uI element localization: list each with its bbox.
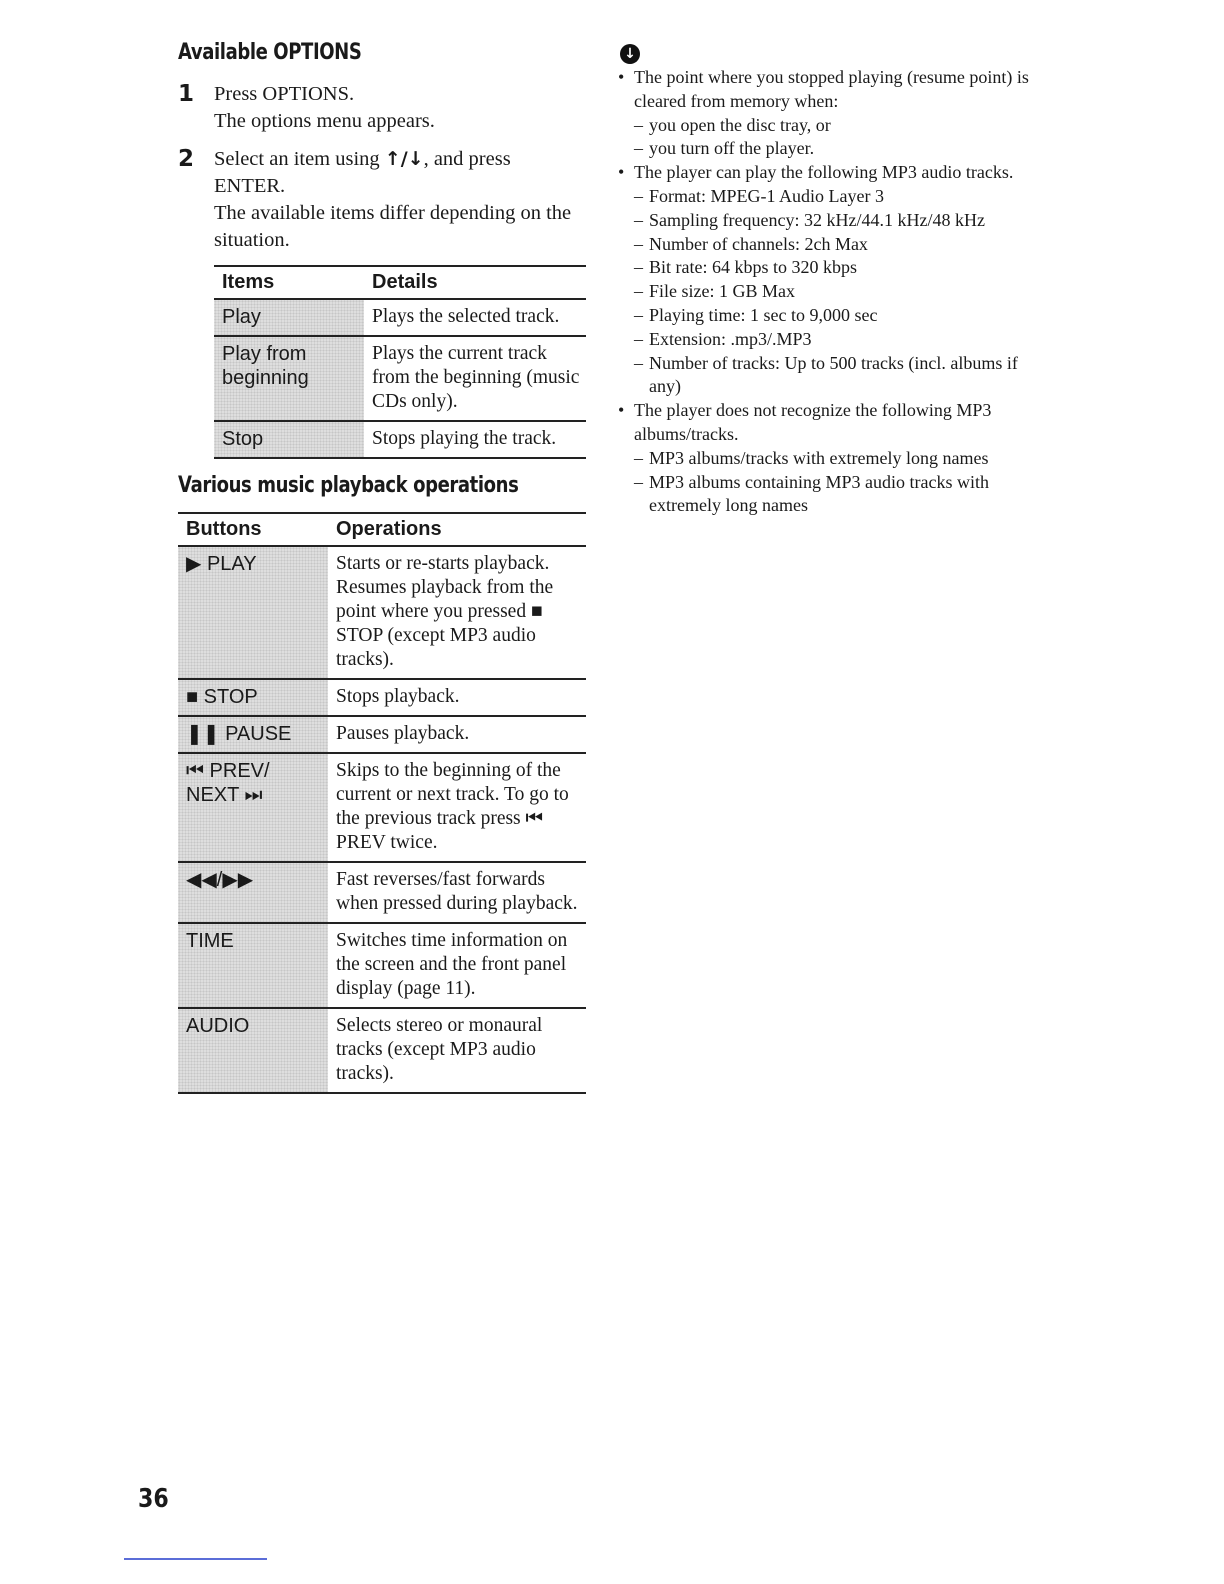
sub-item: – MP3 albums containing MP3 audio tracks with extremely long names (634, 471, 1038, 519)
sub-item: – Bit rate: 64 kbps to 320 kbps (634, 256, 1038, 280)
left-column (178, 40, 586, 1094)
sub-item: – Extension: .mp3/.MP3 (634, 328, 1038, 352)
step-result: The options menu appears. (214, 110, 435, 132)
page-number: 36 (138, 1484, 169, 1514)
sub-item: – Playing time: 1 sec to 9,000 sec (634, 304, 1038, 328)
bottom-rule (124, 1558, 267, 1560)
table-row (214, 336, 586, 421)
item-name: Stop (214, 421, 364, 458)
step-instruction: Press OPTIONS. (214, 83, 355, 105)
step-1 (178, 81, 586, 135)
item-detail: Stops playing the track. (364, 421, 586, 458)
table-row (178, 1008, 586, 1093)
step-number: 1 (178, 81, 195, 107)
sub-item: – Format: MPEG-1 Audio Layer 3 (634, 185, 1038, 209)
column-header: Details (364, 266, 586, 299)
note-item: • The player can play the following MP3 audio tracks. – Format: MPEG-1 Audio Layer 3 – Sampling frequency: 32 kHz/44.1 kHz/48 kHz – Number of channels: 2ch Max – Bit rate: 64 kbps to 320 kbps – File size: 1 GB Max – Playing time: 1 sec to 9,000 sec – Extension: .mp3/.MP3 – Number of tracks: Up to 500 tracks (incl. albums if any) (618, 161, 1038, 399)
sub-item: – MP3 albums/tracks with extremely long names (634, 447, 1038, 471)
button-operation: Stops playback. (328, 679, 586, 716)
playback-heading: Various music playback operations (178, 473, 519, 498)
table-row (178, 862, 586, 923)
button-name: ◀◀/▶▶ (178, 862, 328, 923)
sub-item: – File size: 1 GB Max (634, 280, 1038, 304)
button-operation: Selects stereo or monaural tracks (except MP3 audio tracks). (328, 1008, 586, 1093)
options-table (214, 265, 586, 459)
right-column (618, 40, 1038, 518)
table-row (178, 923, 586, 1008)
button-name: ▶ PLAY (178, 546, 328, 679)
column-header: Buttons (178, 513, 328, 546)
button-name: ⏮ PREV/ NEXT ⏭ (178, 753, 328, 862)
table-row (214, 299, 586, 336)
item-detail: Plays the selected track. (364, 299, 586, 336)
table-header-row (214, 266, 586, 299)
button-operation: Skips to the beginning of the current or next track. To go to the previous track press ⏮ PREV twice. (328, 753, 586, 862)
button-operation: Pauses playback. (328, 716, 586, 753)
step-number: 2 (178, 146, 195, 172)
up-down-arrow-icon: ↑/↓ (384, 148, 424, 170)
sub-item: – Number of channels: 2ch Max (634, 233, 1038, 257)
button-name: AUDIO (178, 1008, 328, 1093)
button-name: ■ STOP (178, 679, 328, 716)
item-name: Play (214, 299, 364, 336)
table-row (178, 546, 586, 679)
note-item: • The player does not recognize the following MP3 albums/tracks. – MP3 albums/tracks with extremely long names – MP3 albums containing MP3 audio tracks with extremely long names (618, 399, 1038, 518)
sub-item: – Number of tracks: Up to 500 tracks (incl. albums if any) (634, 352, 1038, 400)
options-heading: Available OPTIONS (178, 40, 362, 65)
button-operation: Switches time information on the screen and the front panel display (page 11). (328, 923, 586, 1008)
column-header: Items (214, 266, 364, 299)
item-name: Play from beginning (214, 336, 364, 421)
column-header: Operations (328, 513, 586, 546)
notes-list (618, 66, 1038, 518)
table-header-row (178, 513, 586, 546)
item-detail: Plays the current track from the beginning (music CDs only). (364, 336, 586, 421)
sub-item: – you open the disc tray, or (634, 114, 1038, 138)
table-row (178, 753, 586, 862)
note-item: • The point where you stopped playing (resume point) is cleared from memory when: – you open the disc tray, or – you turn off the player. (618, 66, 1038, 161)
sub-item: – Sampling frequency: 32 kHz/44.1 kHz/48 kHz (634, 209, 1038, 233)
table-row (178, 679, 586, 716)
button-operation: Fast reverses/fast forwards when pressed during playback. (328, 862, 586, 923)
step-2 (178, 146, 586, 254)
button-name: ❚❚ PAUSE (178, 716, 328, 753)
table-row (214, 421, 586, 458)
button-name: TIME (178, 923, 328, 1008)
button-operation: Starts or re-starts playback. Resumes playback from the point where you pressed ■ STOP (except MP3 audio tracks). (328, 546, 586, 679)
hint-icon: ↓ (620, 44, 640, 64)
step-detail: The available items differ depending on the situation. (214, 202, 572, 251)
table-row (178, 716, 586, 753)
step-instruction: Select an item using ↑/↓, and press ENTER. (214, 148, 511, 197)
playback-operations-table (178, 512, 586, 1094)
sub-item: – you turn off the player. (634, 137, 1038, 161)
